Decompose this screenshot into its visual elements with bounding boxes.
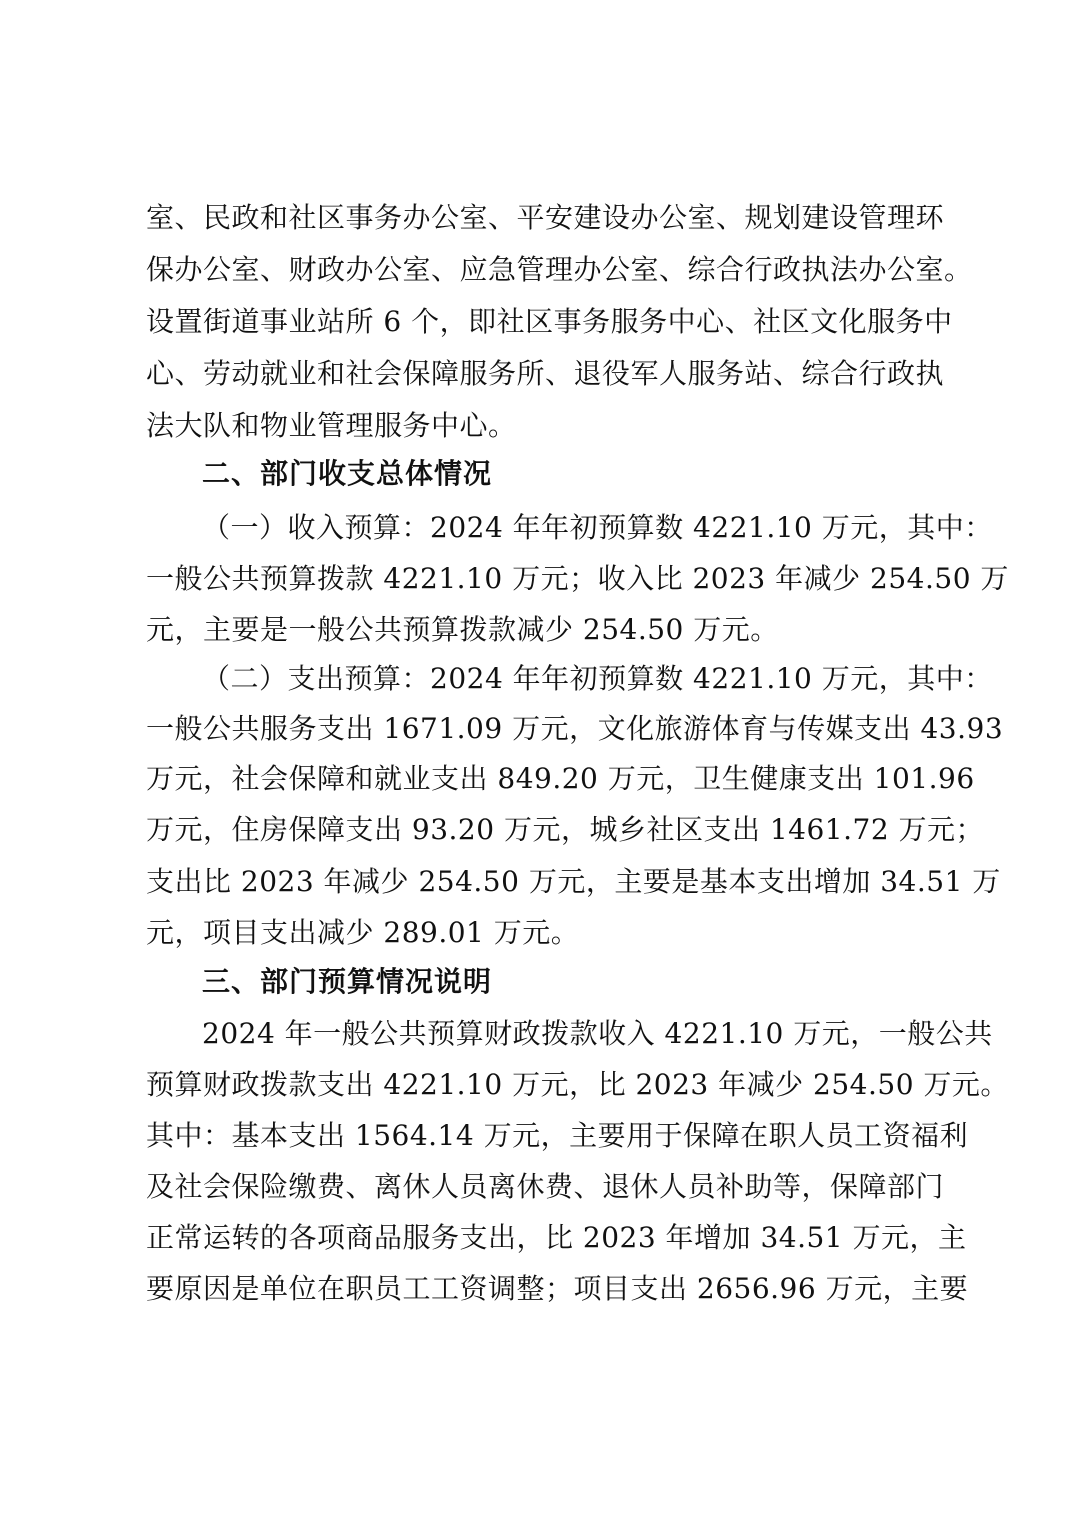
text-line: 设置街道事业站所 6 个，即社区事务服务中心、社区文化服务中	[146, 305, 953, 338]
text-line: 及社会保险缴费、离休人员离休费、退休人员补助等，保障部门	[146, 1170, 945, 1203]
text-line: 室、民政和社区事务办公室、平安建设办公室、规划建设管理环	[146, 201, 945, 234]
paragraph-budget-first-line: 2024 年一般公共预算财政拨款收入 4221.10 万元，一般公共	[202, 1017, 993, 1050]
text-line: 心、劳动就业和社会保障服务所、退役军人服务站、综合行政执	[146, 357, 945, 390]
text-line: 一般公共预算拨款 4221.10 万元；收入比 2023 年减少 254.50 万	[146, 562, 1009, 595]
paragraph-income-first-line: （一）收入预算：2024 年年初预算数 4221.10 万元，其中：	[202, 511, 993, 544]
text-line: 其中：基本支出 1564.14 万元，主要用于保障在职人员工资福利	[146, 1119, 969, 1152]
text-line: 法大队和物业管理服务中心。	[146, 409, 517, 442]
text-line: 预算财政拨款支出 4221.10 万元，比 2023 年减少 254.50 万元。	[146, 1068, 1009, 1101]
text-line: 支出比 2023 年减少 254.50 万元，主要是基本支出增加 34.51 万	[146, 865, 1001, 898]
section-heading-3: 三、部门预算情况说明	[202, 965, 493, 998]
text-line: 元，项目支出减少 289.01 万元。	[146, 916, 580, 949]
text-line: 要原因是单位在职员工工资调整；项目支出 2656.96 万元，主要	[146, 1272, 969, 1305]
text-line: 元，主要是一般公共预算拨款减少 254.50 万元。	[146, 613, 779, 646]
text-line: 保办公室、财政办公室、应急管理办公室、综合行政执法办公室。	[146, 253, 973, 286]
text-line: 万元，住房保障支出 93.20 万元，城乡社区支出 1461.72 万元；	[146, 813, 985, 846]
text-line: 一般公共服务支出 1671.09 万元，文化旅游体育与传媒支出 43.93	[146, 712, 1004, 745]
section-heading-2: 二、部门收支总体情况	[202, 457, 493, 490]
text-line: 正常运转的各项商品服务支出，比 2023 年增加 34.51 万元，主	[146, 1221, 967, 1254]
paragraph-expenditure-first-line: （二）支出预算：2024 年年初预算数 4221.10 万元，其中：	[202, 662, 993, 695]
text-line: 万元，社会保障和就业支出 849.20 万元，卫生健康支出 101.96	[146, 762, 975, 795]
